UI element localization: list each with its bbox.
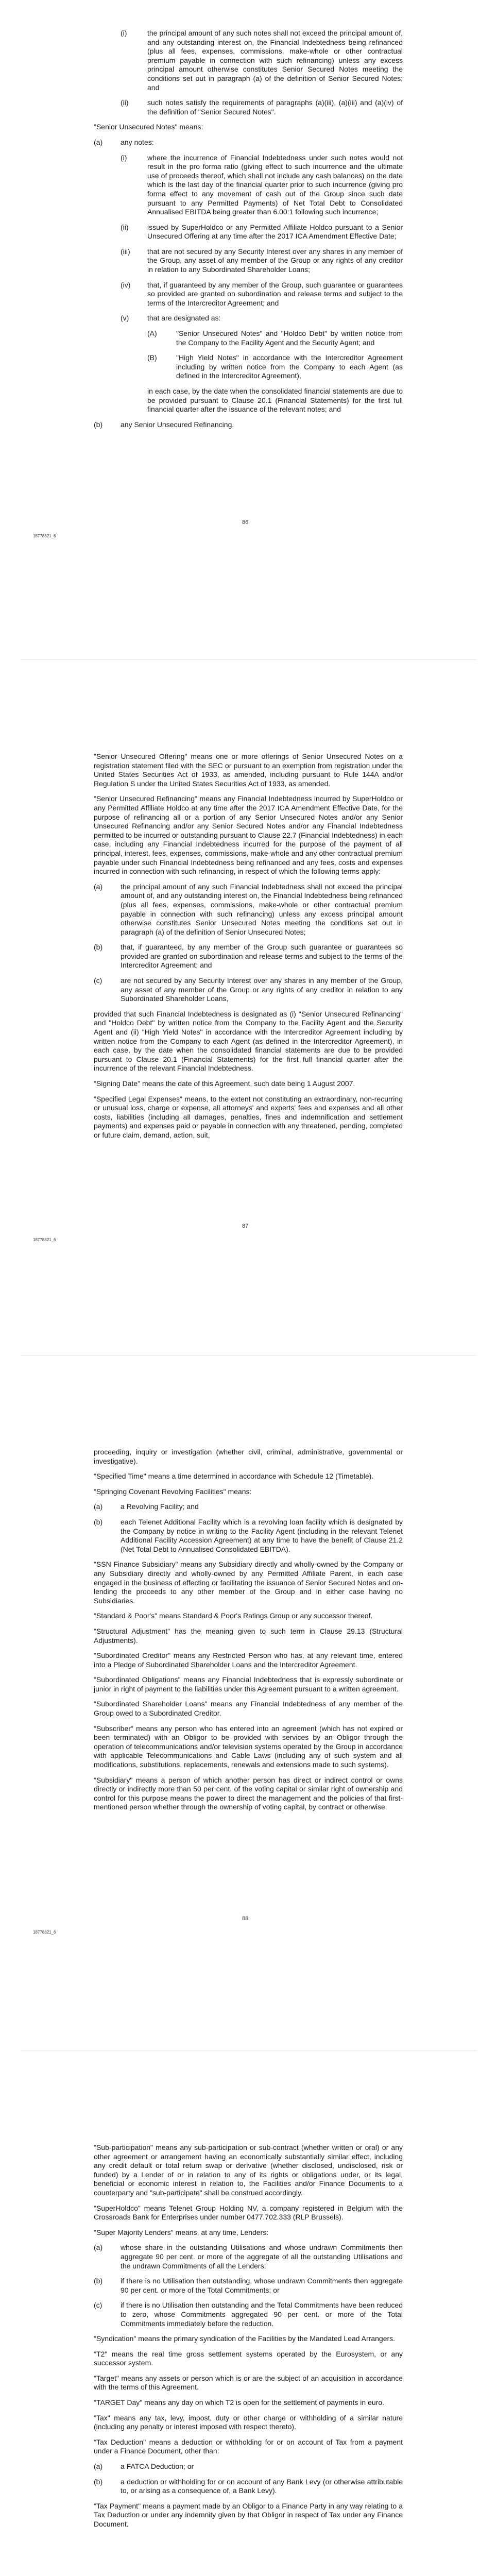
clause-item: [94, 2301, 403, 2328]
definition-paragraph: "Tax Payment" means a payment made by an Obligor to a Finance Party in any way relating to a Tax Deduction or under any indemnity given by that Obligor in respect of Tax under any Finance Document.: [94, 2501, 403, 2528]
clause-label: (i): [121, 153, 127, 162]
page-number: 86: [242, 519, 249, 526]
clause-item: [94, 2478, 403, 2496]
clause-item: [94, 1502, 403, 1512]
clause-text: that are not secured by any Security Interest over any shares in any member of the Group, any asset of any member of the Group or any rights of any creditor in relation to any Subordinated Shareholder Loans;: [147, 247, 403, 274]
clause-text: issued by SuperHoldco or any Permitted Affiliate Holdco pursuant to a Senior Unsecured Offering at any time after the 2017 ICA Amendment Effective Date;: [147, 223, 403, 241]
clause-text: a FATCA Deduction; or: [121, 2462, 194, 2471]
definition-heading: "Springing Covenant Revolving Facilities" means:: [94, 1487, 252, 1496]
definition-paragraph: "Subscriber" means any person who has entered into an agreement (which has not expired or been terminated) with an Obligor to be provided with services by an Obligor through the operation of telecommunications and/or television systems operated by the Group in accordance with applicable Telecommunications and Cable Laws (including any of such system and all modifications, substitutions, replacements, renewals and extensions made to such systems).: [94, 1724, 403, 1769]
clause-label: (c): [94, 976, 102, 985]
clause-text: that, if guaranteed by any member of the Group, such guarantee or guarantees so provided are granted on subordination and release terms and subject to the terms of the Intercreditor Agreement; and: [147, 280, 403, 307]
page-number: 88: [242, 1916, 249, 1922]
clause-item: [94, 98, 403, 116]
clause-text: "Senior Unsecured Notes" and "Holdco Debt" by written notice from the Company to the Facility Agent and the Security Agent; and: [176, 329, 403, 347]
clause-text: each Telenet Additional Facility which is a revolving loan facility which is designated by the Company by notice in writing to the Facility Agent (including in the relevant Telenet Additional Facility Accession Agreement) at any time to have the benefit of Clause 21.2 (Net Total Debt to Annualised Consolidated EBITDA).: [121, 1517, 403, 1553]
clause-label: (a): [94, 2243, 103, 2252]
page-89-content: [94, 2143, 403, 2535]
clause-label: (a): [94, 882, 103, 891]
clause-label: (ii): [121, 98, 129, 107]
definition-paragraph: "Signing Date" means the date of this Agreement, such date being 1 August 2007.: [94, 1079, 355, 1088]
clause-label: (B): [147, 353, 157, 362]
clause-item: [94, 314, 403, 323]
definition-heading: "Tax Deduction" means a deduction or withholding for or on account of Tax from a payment under a Finance Document, other than:: [94, 2437, 403, 2455]
definition-paragraph: "Syndication" means the primary syndication of the Facilities by the Mandated Lead Arrangers.: [94, 2334, 396, 2343]
definition-paragraph: "Specified Time" means a time determined in accordance with Schedule 12 (Timetable).: [94, 1472, 374, 1481]
clause-item: [94, 154, 403, 217]
clause-text: if there is no Utilisation then outstanding and the Total Commitments have been reduced to zero, whose Commitments aggregated 90 per cent. or more of the Total Commitments immediately before the reduction.: [121, 2301, 403, 2328]
clause-text: the principal amount of any such Financial Indebtedness shall not exceed the principal amount of, and any outstanding interest on, the Financial Indebtedness being refinanced (plus all fees, expenses, commissions, make-whole or other contractual premium payable in connection with such refinancing) unless any excess principal amount otherwise constitutes Senior Unsecured Notes meeting the conditions set out in paragraph (a) of the definition of Senior Unsecured Notes;: [121, 882, 403, 936]
clause-item: [94, 29, 403, 92]
definition-paragraph: "Senior Unsecured Refinancing" means any Financial Indebtedness incurred by SuperHoldco or any Permitted Affiliate Holdco at any time after the 2017 ICA Amendment Effective Date, for the purpose of refinancing all or a portion of any Senior Unsecured Notes and/or any Senior Unsecured Refinancing and/or any Senior Secured Notes and/or any Financial Indebtedness permitted to be incurred or outstanding pursuant to Clause 22.7 (Financial Indebtedness) in each case, including any Financial Indebtedness incurred for the purpose of the payment of all principal, interest, fees, expenses, commissions, make-whole and any other contractual premium payable under such Financial Indebtedness being refinanced and any fees, costs and expenses incurred in connection with such refinancing, in respect of which the following terms apply:: [94, 794, 403, 876]
document-id: 18778821_6: [33, 1930, 56, 1935]
clause-text: where the incurrence of Financial Indebtedness under such notes would not result in the pro forma ratio (giving effect to such incurrence and the ultimate use of proceeds thereof, which shall not include any cash balances) on the date which is the last day of the financial quarter prior to such incurrence (giving pro forma effect to any movement of cash out of the Group since such date pursuant to any Permitted Payments) of Net Total Debt to Consolidated Annualised EBITDA being greater than 6.00:1 following such incurrence;: [147, 153, 403, 216]
clause-label: (b): [94, 2277, 103, 2285]
page-divider: [21, 659, 476, 660]
definition-paragraph: "Subordinated Obligations" means any Financial Indebtedness that is expressly subordinate or junior in right of payment to the liabilities under this Agreement pursuant to a written agreement.: [94, 1675, 403, 1693]
definition-paragraph: "Target" means any assets or person which is or are the subject of an acquisition in accordance with the terms of this Agreement.: [94, 2374, 403, 2392]
page-86-content: [94, 29, 403, 435]
clause-item: [94, 420, 403, 430]
clause-text: that, if guaranteed, by any member of the Group such guarantee or guarantees so provided are granted on subordination and release terms and subject to the terms of the Intercreditor Agreement; and: [121, 943, 403, 970]
clause-label: (iii): [121, 247, 130, 256]
clause-item: [94, 2277, 403, 2295]
clause-label: (b): [94, 1517, 103, 1526]
definition-paragraph: "SSN Finance Subsidiary" means any Subsidiary directly and wholly-owned by the Company or any Subsidiary directly and wholly-owned by any Permitted Affiliate Parent, in each case engaged in the business of effecting or facilitating the issuance of Senior Secured Notes and on-lending the proceeds to any other member of the Group and in either case having no Subsidiaries.: [94, 1560, 403, 1605]
definition-paragraph: "Senior Unsecured Offering" means one or more offerings of Senior Unsecured Notes on a registration statement filed with the SEC or pursuant to an exemption from registration under the United States Securities Act of 1933, as amended, including pursuant to Rule 144A and/or Regulation S under the United States Securities Act of 1933, as amended.: [94, 752, 403, 788]
clause-label: (a): [94, 138, 103, 146]
definition-paragraph: "SuperHoldco" means Telenet Group Holding NV, a company registered in Belgium with the Crossroads Bank for Enterprises under number 0477.702.333 (RLP Brussels).: [94, 2204, 403, 2222]
page-87-content: [94, 752, 403, 1146]
clause-label: (i): [121, 29, 127, 37]
definition-paragraph: "TARGET Day" means any day on which T2 is open for the settlement of payments in euro.: [94, 2398, 384, 2407]
clause-label: (c): [94, 2301, 102, 2310]
definition-paragraph: "Subordinated Creditor" means any Restricted Person who has, at any relevant time, entered into a Pledge of Subordinated Shareholder Loans and the Intercreditor Agreement.: [94, 1651, 403, 1669]
definition-paragraph: "Standard & Poor's" means Standard & Poor's Ratings Group or any successor thereof.: [94, 1612, 373, 1620]
clause-text: any Senior Unsecured Refinancing.: [121, 420, 234, 429]
definition-paragraph: proceeding, inquiry or investigation (whether civil, criminal, administrative, governmental or investigative).: [94, 1448, 403, 1465]
clause-label: (v): [121, 314, 129, 323]
clause-text: such notes satisfy the requirements of paragraphs (a)(iii), (a)(iii) and (a)(iv) of the definition of "Senior Secured Notes".: [147, 98, 403, 116]
clause-item: [94, 138, 403, 147]
page-number: 87: [242, 1223, 249, 1229]
clause-label: (ii): [121, 223, 129, 231]
clause-item: [94, 247, 403, 275]
definition-paragraph: "Sub-participation" means any sub-participation or sub-contract (whether written or oral) or any other agreement or arrangement having an economically substantially similar effect, including any credit default or total return swap or derivative (whether disclosed, undisclosed, risk or funded) by a Lender of or in relation to any of its rights or obligations under, or its legal, beneficial or economic interest in relation to, the Facilities and/or Finance Documents to a counterparty and "sub-participate" shall be construed accordingly.: [94, 2143, 403, 2197]
document-id: 18778821_6: [33, 534, 56, 538]
clause-item: [94, 281, 403, 308]
clause-item: [94, 883, 403, 937]
clause-text: any notes:: [121, 138, 154, 146]
clause-item: [94, 223, 403, 241]
clause-label: (a): [94, 2462, 103, 2471]
clause-text: that are designated as:: [147, 314, 221, 323]
document-id: 18778821_6: [33, 1238, 56, 1242]
clause-label: (a): [94, 1502, 103, 1511]
clause-item: [94, 943, 403, 970]
page-88-content: [94, 1448, 403, 1818]
clause-text: are not secured by any Security Interest over any shares in any member of the Group, any asset of any member of the Group or any rights of any creditor in relation to any Subordinated Shareholder Loans,: [121, 976, 403, 1003]
clause-text: "High Yield Notes" in accordance with the Intercreditor Agreement including by written notice from the Company to each Agent (as defined in the Intercreditor Agreement),: [176, 353, 403, 380]
definition-paragraph: "Subordinated Shareholder Loans" means any Financial Indebtedness of any member of the Group owed to a Subordinated Creditor.: [94, 1700, 403, 1718]
definition-paragraph: "Specified Legal Expenses" means, to the extent not constituting an extraordinary, non-recurring or unusual loss, charge or expense, all attorneys' and experts' fees and expenses and all other costs, liabilities (including all damages, penalties, fines and indemnification and settlement payments) and expenses paid or payable in connection with any threatened, pending, completed or future claim, demand, action, suit,: [94, 1094, 403, 1139]
clause-item: [94, 353, 403, 381]
clause-text: if there is no Utilisation then outstanding, whose undrawn Commitments then aggregate 90 per cent. or more of the Total Commitments; or: [121, 2277, 403, 2294]
definition-paragraph: provided that such Financial Indebtedness is designated as (i) "Senior Unsecured Refinancing" and "Holdco Debt" by written notice from the Company to the Facility Agent and the Security Agent and (ii) "High Yield Notes" in accordance with the Intercreditor Agreement including by written notice from the Company to each Agent (as defined in the Intercreditor Agreement), in each case, by the date when the consolidated financial statements are due to be provided pursuant to Clause 20.1 (Financial Statements) for the first full financial quarter after the incurrence of the relevant Financial Indebtedness.: [94, 1009, 403, 1073]
definition-paragraph: "Structural Adjustment" has the meaning given to such term in Clause 29.13 (Structural Adjustments).: [94, 1626, 403, 1645]
clause-item: [94, 2243, 403, 2270]
clause-item: [94, 2462, 403, 2471]
clause-text: a Revolving Facility; and: [121, 1502, 199, 1511]
clause-item: [94, 329, 403, 347]
definition-heading: "Super Majority Lenders" means, at any time, Lenders:: [94, 2228, 269, 2236]
clause-label: (b): [94, 943, 103, 952]
definition-paragraph: "Subsidiary" means a person of which another person has direct or indirect control or owns directly or indirectly more than 50 per cent. of the voting capital or similar right of ownership and control for this purpose means the power to direct the management and the policies of that first-mentioned person whether through the ownership of voting capital, by contract or otherwise.: [94, 1775, 403, 1811]
clause-item: [94, 1518, 403, 1554]
clause-label: (A): [147, 329, 157, 338]
clause-item: [94, 976, 403, 1004]
clause-label: (b): [94, 420, 103, 429]
clause-text: the principal amount of any such notes shall not exceed the principal amount of, and any outstanding interest on, the Financial Indebtedness being refinanced (plus all fees, expenses, commissions, make-whole or other contractual premium payable in connection with such refinancing) unless any excess principal amount otherwise constitutes Senior Secured Notes meeting the conditions set out in paragraph (a) of the definition of Senior Secured Notes; and: [147, 29, 403, 92]
definition-heading: "Senior Unsecured Notes" means:: [94, 123, 203, 131]
clause-tail: in each case, by the date when the consolidated financial statements are due to be provided pursuant to Clause 20.1 (Financial Statements) for the first full financial quarter after the issuance of the relevant notes; and: [147, 387, 403, 414]
clause-text: a deduction or withholding for or on account of any Bank Levy (or otherwise attributable to, or arising as a consequence of, a Bank Levy).: [121, 2477, 403, 2495]
page-divider: [21, 2050, 476, 2051]
clause-text: whose share in the outstanding Utilisations and whose undrawn Commitments then aggregate 90 per cent. or more of the aggregate of all the outstanding Utilisations and the undrawn Commitments of all the Lenders;: [121, 2243, 403, 2270]
clause-label: (b): [94, 2477, 103, 2486]
definition-paragraph: "Tax" means any tax, levy, impost, duty or other charge or withholding of a similar nature (including any penalty or interest imposed with respect thereto).: [94, 2413, 403, 2431]
clause-label: (iv): [121, 280, 131, 289]
definition-paragraph: "T2" means the real time gross settlement systems operated by the Eurosystem, or any successor system.: [94, 2349, 403, 2367]
